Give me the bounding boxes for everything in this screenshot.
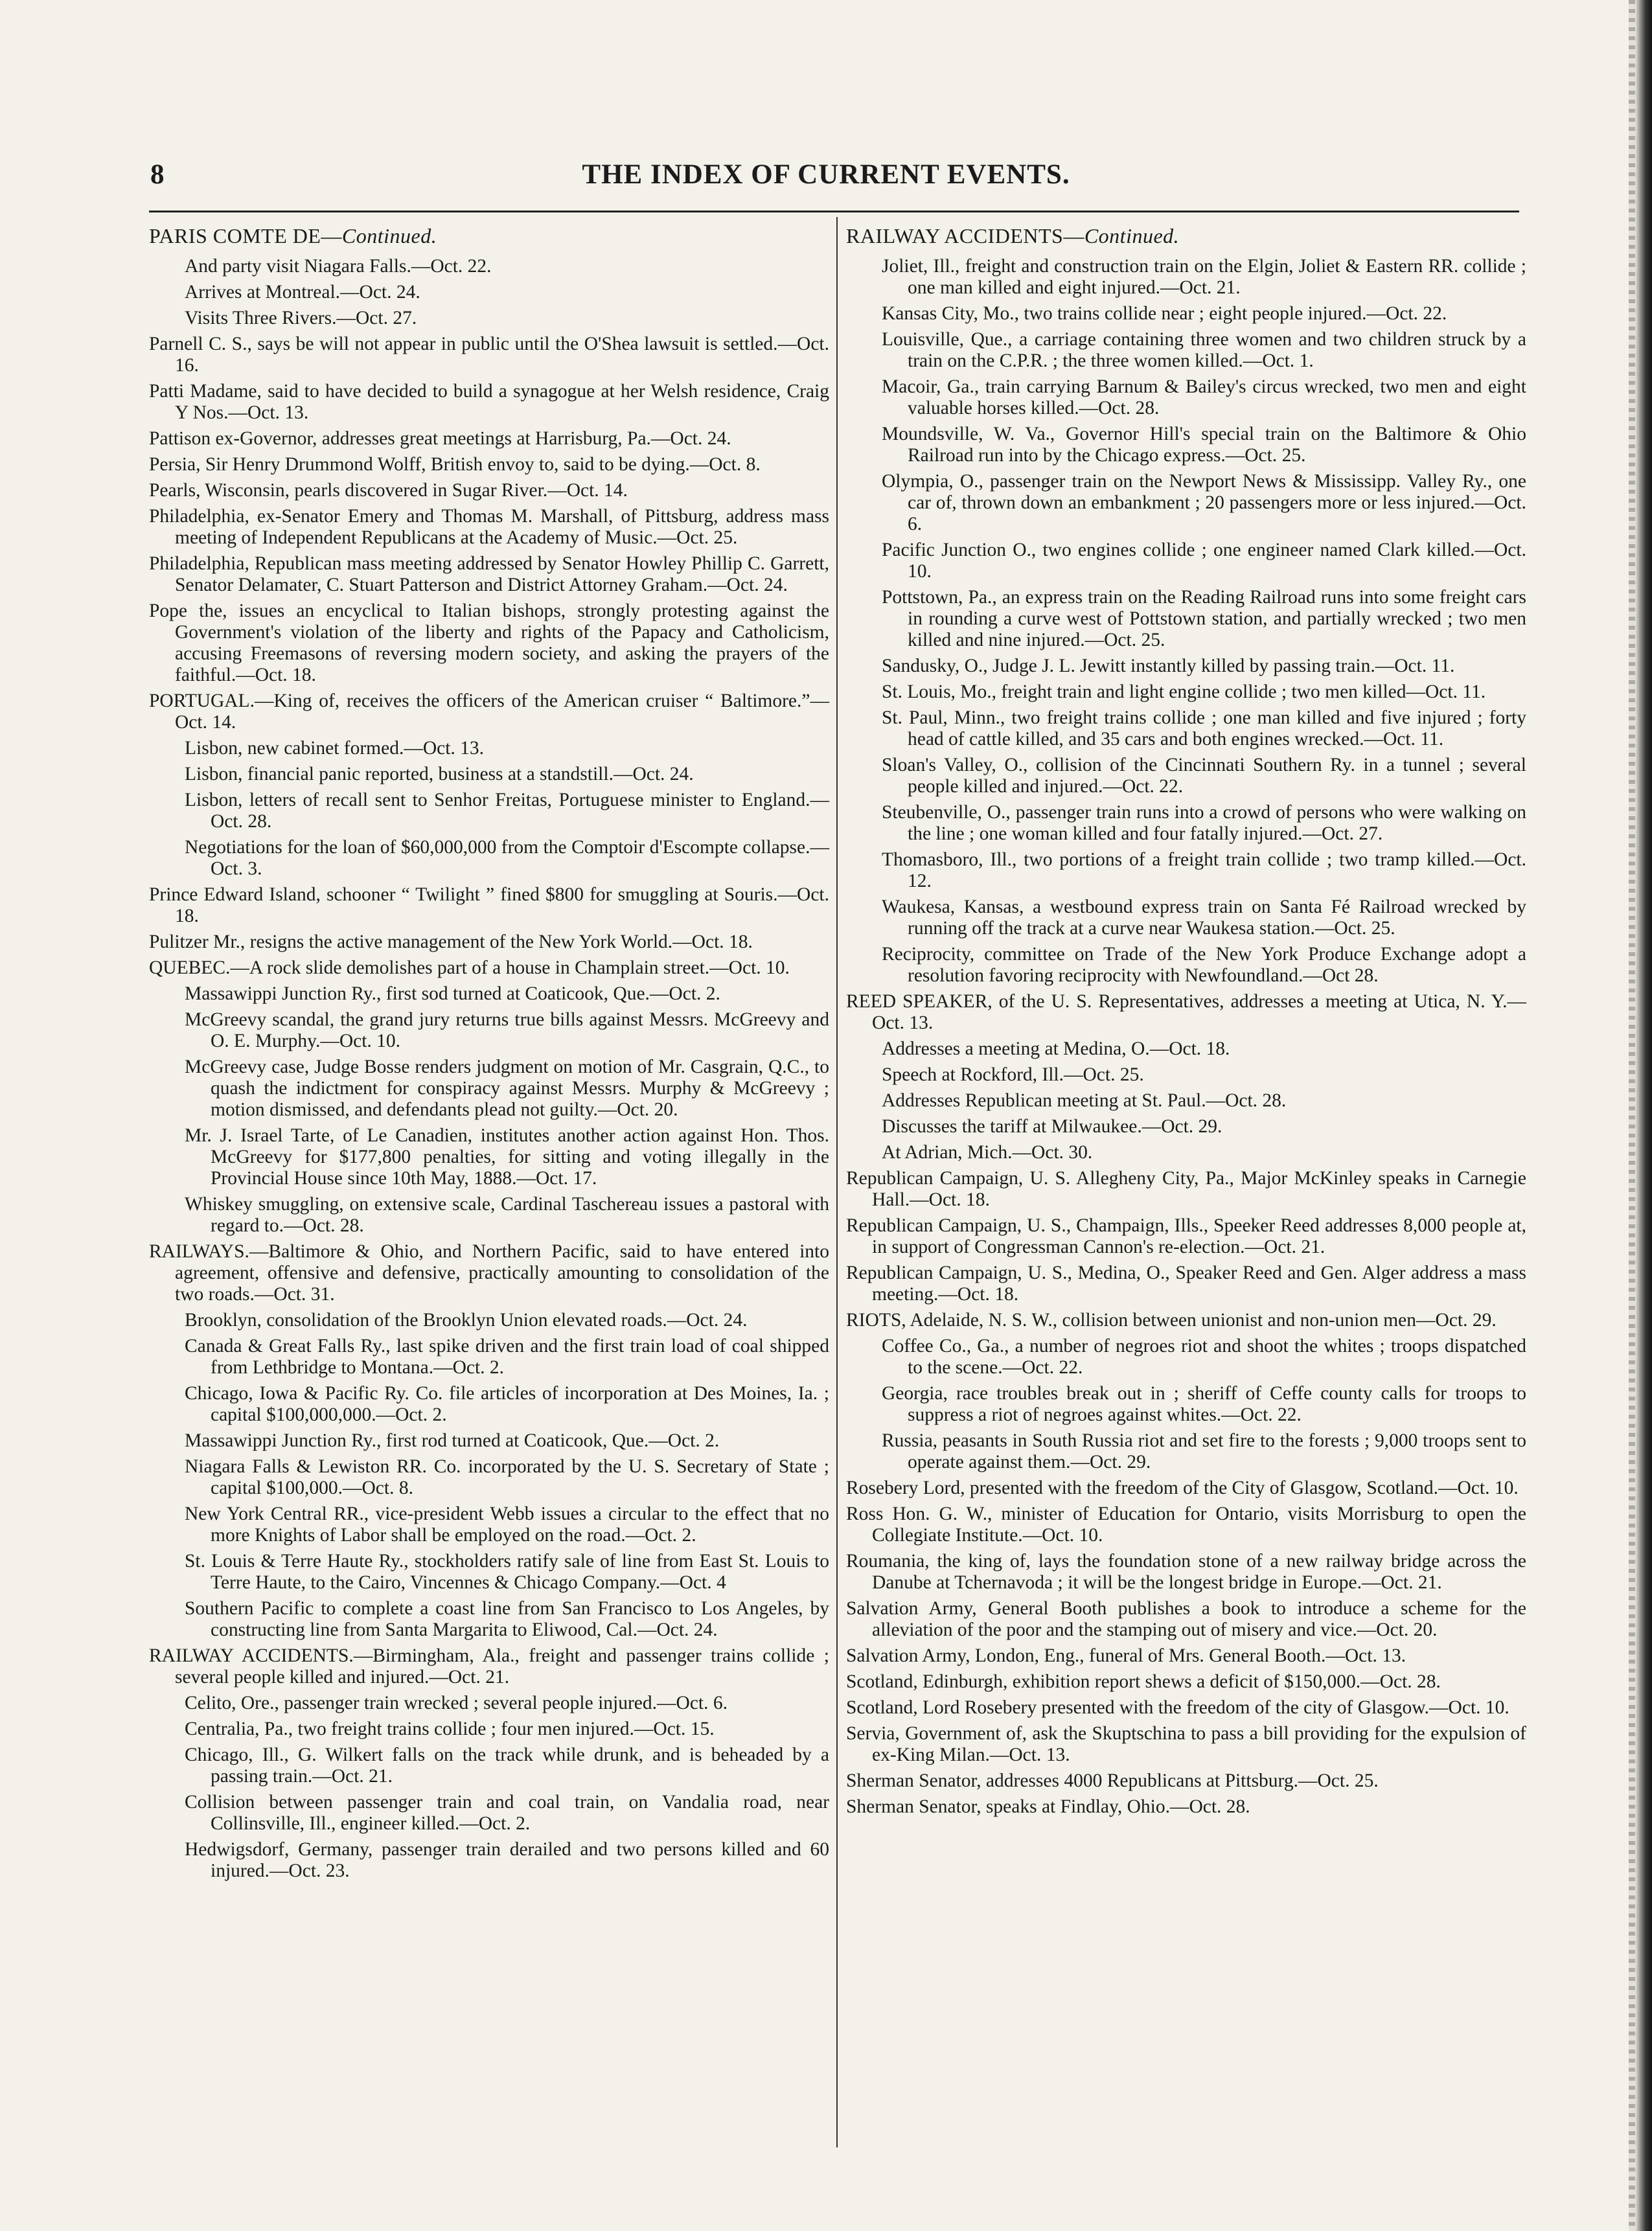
index-entry: Waukesa, Kansas, a westbound express train on Santa Fé Railroad wrecked by running off the track at a curve near Waukesa station.—Oct. 25. bbox=[882, 897, 1526, 939]
index-entry: RAILWAY ACCIDENTS.—Birmingham, Ala., freight and passenger trains collide ; several people killed and injured.—Oct. 21. bbox=[149, 1645, 829, 1688]
index-entry: Visits Three Rivers.—Oct. 27. bbox=[185, 308, 417, 328]
heading-main: RAILWAY ACCIDENTS— bbox=[846, 224, 1084, 247]
index-entry: St. Louis, Mo., freight train and light engine collide ; two men killed—Oct. 11. bbox=[882, 681, 1486, 702]
index-entry: Pope the, issues an encyclical to Italian bishops, strongly protesting against the Government's violation of the liberty and rights of the Papacy and Catholicism, accusing Freemasons of reversing modern society, and asking the prayers of the faithful.—Oct. 18. bbox=[149, 601, 829, 685]
index-entry: Discusses the tariff at Milwaukee.—Oct. 29. bbox=[882, 1116, 1222, 1137]
left-column bbox=[149, 225, 829, 1886]
index-entry: Republican Campaign, U. S., Medina, O., Speaker Reed and Gen. Alger address a mass meeting.—Oct. 18. bbox=[846, 1263, 1526, 1305]
index-entry: Macoir, Ga., train carrying Barnum & Bailey's circus wrecked, two men and eight valuable horses killed.—Oct. 28. bbox=[882, 376, 1526, 418]
index-entry: Coffee Co., Ga., a number of negroes riot and shoot the whites ; troops dispatched to the scene.—Oct. 22. bbox=[882, 1336, 1526, 1378]
index-entry: Massawippi Junction Ry., first rod turned at Coaticook, Que.—Oct. 2. bbox=[185, 1430, 720, 1451]
index-entry: Scotland, Lord Rosebery presented with the freedom of the city of Glasgow.—Oct. 10. bbox=[846, 1697, 1509, 1718]
index-entry: Collision between passenger train and coal train, on Vandalia road, near Collinsville, Ill., engineer killed.—Oct. 2. bbox=[185, 1792, 829, 1834]
index-entry: Lisbon, letters of recall sent to Senhor Freitas, Portuguese minister to England.—Oct. 28. bbox=[185, 790, 829, 832]
index-entry: Thomasboro, Ill., two portions of a freight train collide ; two tramp killed.—Oct. 12. bbox=[882, 849, 1526, 891]
index-entry: Republican Campaign, U. S. Allegheny City, Pa., Major McKinley speaks in Carnegie Hall.—Oct. 18. bbox=[846, 1168, 1526, 1210]
index-entry: PORTUGAL.—King of, receives the officers of the American cruiser “ Baltimore.”—Oct. 14. bbox=[149, 691, 829, 733]
index-entry: Hedwigsdorf, Germany, passenger train derailed and two persons killed and 60 injured.—Oct. 23. bbox=[185, 1839, 829, 1881]
index-entry: Persia, Sir Henry Drummond Wolff, British envoy to, said to be dying.—Oct. 8. bbox=[149, 454, 761, 475]
index-entry: Moundsville, W. Va., Governor Hill's special train on the Baltimore & Ohio Railroad run into by the Chicago express.—Oct. 25. bbox=[882, 424, 1526, 466]
index-entry: Pearls, Wisconsin, pearls discovered in Sugar River.—Oct. 14. bbox=[149, 480, 628, 501]
entry-list bbox=[846, 256, 1526, 1818]
index-entry: Whiskey smuggling, on extensive scale, Cardinal Taschereau issues a pastoral with regard to.—Oct. 28. bbox=[185, 1194, 829, 1236]
header-rule bbox=[149, 211, 1519, 212]
index-entry: Massawippi Junction Ry., first sod turned at Coaticook, Que.—Oct. 2. bbox=[185, 983, 720, 1004]
page-title: THE INDEX OF CURRENT EVENTS. bbox=[582, 159, 1070, 190]
index-entry: Pottstown, Pa., an express train on the Reading Railroad runs into some freight cars in rounding a curve west of Pottstown station, and partially wrecked ; two men killed and nine injured.—Oct. 25. bbox=[882, 587, 1526, 650]
index-entry: Negotiations for the loan of $60,000,000 from the Comptoir d'Escompte collapse.—Oct. 3. bbox=[185, 837, 829, 879]
index-entry: Louisville, Que., a carriage containing three women and two children struck by a train on the C.P.R. ; the three women killed.—Oct. 1. bbox=[882, 329, 1526, 371]
index-entry: Canada & Great Falls Ry., last spike driven and the first train load of coal shipped from Lethbridge to Montana.—Oct. 2. bbox=[185, 1336, 829, 1378]
index-entry: REED SPEAKER, of the U. S. Representatives, addresses a meeting at Utica, N. Y.—Oct. 13. bbox=[846, 991, 1526, 1033]
index-entry: Prince Edward Island, schooner “ Twilight ” fined $800 for smuggling at Souris.—Oct. 18. bbox=[149, 884, 829, 926]
entry-list bbox=[149, 256, 829, 1882]
index-entry: McGreevy case, Judge Bosse renders judgment on motion of Mr. Casgrain, Q.C., to quash the indictment for conspiracy against Messrs. Murphy & McGreevy ; motion dismissed, and defendants plead not guilty.—Oct. 20. bbox=[185, 1057, 829, 1120]
index-entry: Georgia, race troubles break out in ; sheriff of Ceffe county calls for troops to suppress a riot of negroes against whites.—Oct. 22. bbox=[882, 1383, 1526, 1425]
section-heading bbox=[846, 225, 1526, 247]
page-edge bbox=[1635, 0, 1652, 2231]
index-entry: McGreevy scandal, the grand jury returns true bills against Messrs. McGreevy and O. E. Murphy.—Oct. 10. bbox=[185, 1009, 829, 1051]
index-entry: Chicago, Iowa & Pacific Ry. Co. file articles of incorporation at Des Moines, Ia. ; capital $100,000,000.—Oct. 2. bbox=[185, 1383, 829, 1425]
index-entry: Roumania, the king of, lays the foundation stone of a new railway bridge across the Danube at Tchernavoda ; it will be the longest bridge in Europe.—Oct. 21. bbox=[846, 1551, 1526, 1593]
index-entry: Philadelphia, ex-Senator Emery and Thomas M. Marshall, of Pittsburg, address mass meeting of Independent Republicans at the Academy of Music.—Oct. 25. bbox=[149, 506, 829, 548]
index-entry: Southern Pacific to complete a coast line from San Francisco to Los Angeles, by constructing line from Santa Margarita to Eliwood, Cal.—Oct. 24. bbox=[185, 1598, 829, 1640]
index-entry: Addresses Republican meeting at St. Paul.—Oct. 28. bbox=[882, 1090, 1287, 1111]
index-entry: Salvation Army, General Booth publishes a book to introduce a scheme for the alleviation of the poor and the stamping out of misery and vice.—Oct. 20. bbox=[846, 1598, 1526, 1640]
index-entry: Servia, Government of, ask the Skuptschina to pass a bill providing for the expulsion of ex-King Milan.—Oct. 13. bbox=[846, 1723, 1526, 1765]
index-entry: Joliet, Ill., freight and construction train on the Elgin, Joliet & Eastern RR. collide ; one man killed and eight injured.—Oct. 21. bbox=[882, 256, 1526, 298]
index-entry: Steubenville, O., passenger train runs into a crowd of persons who were walking on the line ; one woman killed and four fatally injured.—Oct. 27. bbox=[882, 802, 1526, 844]
index-entry: Sherman Senator, addresses 4000 Republicans at Pittsburg.—Oct. 25. bbox=[846, 1770, 1379, 1791]
index-entry: Reciprocity, committee on Trade of the New York Produce Exchange adopt a resolution favoring reciprocity with Newfoundland.—Oct 28. bbox=[882, 944, 1526, 986]
index-entry: Parnell C. S., says be will not appear in public until the O'Shea lawsuit is settled.—Oct. 16. bbox=[149, 334, 829, 376]
section-heading bbox=[149, 225, 829, 247]
index-entry: Russia, peasants in South Russia riot and set fire to the forests ; 9,000 troops sent to operate against them.—Oct. 29. bbox=[882, 1430, 1526, 1472]
index-entry: Niagara Falls & Lewiston RR. Co. incorporated by the U. S. Secretary of State ; capital $100,000.—Oct. 8. bbox=[185, 1456, 829, 1498]
heading-continued: Continued. bbox=[1084, 224, 1180, 247]
right-column bbox=[846, 225, 1526, 1822]
index-entry: Patti Madame, said to have decided to build a synagogue at her Welsh residence, Craig Y Nos.—Oct. 13. bbox=[149, 381, 829, 423]
index-entry: St. Paul, Minn., two freight trains collide ; one man killed and five injured ; forty head of cattle killed, and 35 cars and both engines wrecked.—Oct. 11. bbox=[882, 707, 1526, 749]
index-entry: Sloan's Valley, O., collision of the Cincinnati Southern Ry. in a tunnel ; several people killed and injured.—Oct. 22. bbox=[882, 755, 1526, 797]
index-entry: New York Central RR., vice-president Webb issues a circular to the effect that no more Knights of Labor shall be employed on the road.—Oct. 2. bbox=[185, 1504, 829, 1546]
index-entry: Sherman Senator, speaks at Findlay, Ohio.—Oct. 28. bbox=[846, 1796, 1250, 1817]
index-entry: Kansas City, Mo., two trains collide near ; eight people injured.—Oct. 22. bbox=[882, 303, 1447, 324]
index-entry: Ross Hon. G. W., minister of Education for Ontario, visits Morrisburg to open the Collegiate Institute.—Oct. 10. bbox=[846, 1504, 1526, 1546]
index-entry: Sandusky, O., Judge J. L. Jewitt instantly killed by passing train.—Oct. 11. bbox=[882, 656, 1455, 676]
page-number: 8 bbox=[150, 159, 165, 190]
index-entry: And party visit Niagara Falls.—Oct. 22. bbox=[185, 256, 492, 277]
index-entry: Lisbon, new cabinet formed.—Oct. 13. bbox=[185, 738, 485, 759]
index-entry: Philadelphia, Republican mass meeting addressed by Senator Howley Phillip C. Garrett, Senator Delamater, C. Stuart Patterson and District Attorney Graham.—Oct. 24. bbox=[149, 553, 829, 595]
index-entry: Republican Campaign, U. S., Champaign, Ills., Speeker Reed addresses 8,000 people at, in support of Congressman Cannon's re-election.—Oct. 21. bbox=[846, 1215, 1526, 1257]
index-entry: RAILWAYS.—Baltimore & Ohio, and Northern Pacific, said to have entered into agreement, offensive and defensive, practically amounting to consolidation of the two roads.—Oct. 31. bbox=[149, 1241, 829, 1305]
column-divider bbox=[836, 217, 838, 2147]
index-entry: Scotland, Edinburgh, exhibition report shews a deficit of $150,000.—Oct. 28. bbox=[846, 1671, 1441, 1692]
index-entry: Olympia, O., passenger train on the Newport News & Mississipp. Valley Ry., one car of, thrown down an embankment ; 20 passengers more or less injured.—Oct. 6. bbox=[882, 471, 1526, 534]
page-binding-shadow bbox=[1629, 0, 1635, 2231]
heading-main: PARIS COMTE DE— bbox=[149, 224, 342, 247]
index-entry: Pattison ex-Governor, addresses great meetings at Harrisburg, Pa.—Oct. 24. bbox=[149, 428, 731, 449]
index-entry: At Adrian, Mich.—Oct. 30. bbox=[882, 1142, 1093, 1163]
index-entry: Addresses a meeting at Medina, O.—Oct. 18. bbox=[882, 1038, 1230, 1059]
index-entry: QUEBEC.—A rock slide demolishes part of a house in Champlain street.—Oct. 10. bbox=[149, 957, 790, 978]
index-entry: Arrives at Montreal.—Oct. 24. bbox=[185, 282, 420, 303]
index-entry: Celito, Ore., passenger train wrecked ; several people injured.—Oct. 6. bbox=[185, 1693, 728, 1713]
index-entry: Brooklyn, consolidation of the Brooklyn Union elevated roads.—Oct. 24. bbox=[185, 1310, 748, 1331]
index-entry: Mr. J. Israel Tarte, of Le Canadien, institutes another action against Hon. Thos. McGreevy for $177,800 penalties, for sitting and voting illegally in the Provincial House since 10th May, 1888.—Oct. 17. bbox=[185, 1125, 829, 1189]
index-entry: RIOTS, Adelaide, N. S. W., collision between unionist and non-union men—Oct. 29. bbox=[846, 1310, 1497, 1331]
index-entry: Rosebery Lord, presented with the freedom of the City of Glasgow, Scotland.—Oct. 10. bbox=[846, 1478, 1519, 1498]
index-entry: Salvation Army, London, Eng., funeral of Mrs. General Booth.—Oct. 13. bbox=[846, 1645, 1406, 1666]
index-entry: Lisbon, financial panic reported, business at a standstill.—Oct. 24. bbox=[185, 764, 694, 784]
heading-continued: Continued. bbox=[341, 224, 437, 247]
index-entry: Centralia, Pa., two freight trains collide ; four men injured.—Oct. 15. bbox=[185, 1719, 715, 1739]
index-entry: Pulitzer Mr., resigns the active management of the New York World.—Oct. 18. bbox=[149, 932, 753, 952]
index-entry: Pacific Junction O., two engines collide ; one engineer named Clark killed.—Oct. 10. bbox=[882, 540, 1526, 582]
index-entry: St. Louis & Terre Haute Ry., stockholders ratify sale of line from East St. Louis to Terre Haute, to the Cairo, Vincennes & Chicago Company.—Oct. 4 bbox=[185, 1551, 829, 1593]
index-entry: Speech at Rockford, Ill.—Oct. 25. bbox=[882, 1064, 1144, 1085]
index-entry: Chicago, Ill., G. Wilkert falls on the track while drunk, and is beheaded by a passing train.—Oct. 21. bbox=[185, 1745, 829, 1787]
